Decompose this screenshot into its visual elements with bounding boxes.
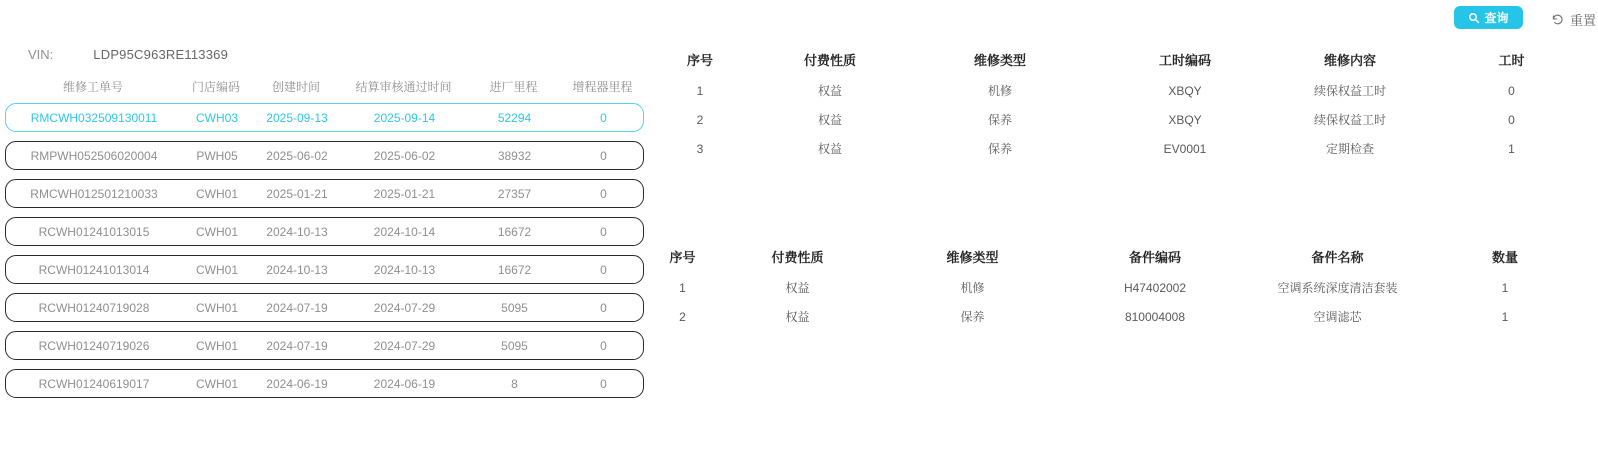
work-order-row[interactable] <box>5 141 644 170</box>
vin-label: VIN: <box>28 47 54 62</box>
column-header-extender-mileage: 增程器里程 <box>572 79 633 94</box>
pay-type: 权益 <box>785 281 810 295</box>
column-header-index: 序号 <box>669 249 696 265</box>
index: 2 <box>679 309 686 324</box>
create-time: 2024-06-19 <box>266 376 328 391</box>
extender-mileage: 0 <box>600 224 607 239</box>
labor-hours: 0 <box>1508 112 1515 127</box>
order-no: RCWH01240719026 <box>38 338 150 353</box>
column-header-quantity: 数量 <box>1491 249 1518 265</box>
vin-row <box>28 47 228 62</box>
work-order-row[interactable] <box>5 179 644 208</box>
pay-type: 权益 <box>817 113 842 127</box>
reset-button-label: 重置 <box>1570 13 1597 28</box>
column-header-store-code: 门店编码 <box>191 79 240 94</box>
reset-button[interactable] <box>1551 10 1596 29</box>
pay-type: 权益 <box>817 84 842 98</box>
mileage-in: 16672 <box>497 262 532 277</box>
column-header-pay-type: 付费性质 <box>803 52 856 68</box>
extender-mileage: 0 <box>600 300 607 315</box>
labor-items-table <box>645 48 1598 163</box>
part-name: 空调系统深度清洁套装 <box>1277 281 1398 295</box>
mileage-in: 8 <box>511 376 518 391</box>
order-no: RMPWH052506020004 <box>30 148 158 163</box>
order-no: RCWH01241013014 <box>38 262 150 277</box>
work-order-row[interactable] <box>5 331 644 360</box>
work-order-row[interactable] <box>5 255 644 284</box>
settle-time: 2024-07-29 <box>373 338 436 353</box>
store-code: CWH03 <box>195 110 238 125</box>
column-header-order-no: 维修工单号 <box>62 79 123 94</box>
index: 1 <box>679 280 686 295</box>
extender-mileage: 0 <box>600 186 607 201</box>
work-order-row[interactable] <box>5 217 644 246</box>
settle-time: 2025-06-02 <box>373 148 436 163</box>
part-code: 810004008 <box>1124 309 1186 324</box>
reset-icon <box>1551 13 1564 26</box>
pay-type: 权益 <box>785 310 810 324</box>
search-icon <box>1468 12 1480 24</box>
index: 3 <box>696 141 704 156</box>
repair-content: 定期检查 <box>1325 142 1374 156</box>
create-time: 2025-01-21 <box>266 186 328 201</box>
column-header-repair-content: 维修内容 <box>1323 52 1376 68</box>
column-header-part-name: 备件名称 <box>1311 249 1364 265</box>
extender-mileage: 0 <box>600 338 607 353</box>
settle-time: 2024-10-13 <box>373 262 436 277</box>
pay-type: 权益 <box>817 142 842 156</box>
query-button[interactable] <box>1454 6 1523 29</box>
extender-mileage: 0 <box>600 376 607 391</box>
index: 2 <box>696 112 704 127</box>
settle-time: 2024-10-14 <box>373 224 436 239</box>
mileage-in: 5095 <box>501 300 528 315</box>
column-header-repair-type: 维修类型 <box>946 249 999 265</box>
column-header-part-code: 备件编码 <box>1128 249 1181 265</box>
column-header-settle-time: 结算审核通过时间 <box>355 79 452 94</box>
part-code: H47402002 <box>1123 280 1187 295</box>
order-no: RCWH01240619017 <box>38 376 150 391</box>
create-time: 2024-07-19 <box>266 338 328 353</box>
settle-time: 2024-07-29 <box>373 300 436 315</box>
repair-type: 机修 <box>960 281 985 295</box>
column-header-labor-code: 工时编码 <box>1158 52 1211 68</box>
settle-time: 2025-09-14 <box>373 110 436 125</box>
parts-row <box>645 302 1575 331</box>
order-no: RMCWH032509130011 <box>30 110 158 125</box>
mileage-in: 16672 <box>497 224 532 239</box>
index: 1 <box>696 83 704 98</box>
store-code: PWH05 <box>196 148 238 163</box>
repair-type: 保养 <box>987 142 1012 156</box>
quantity: 1 <box>1501 280 1509 295</box>
work-order-list <box>5 76 644 407</box>
create-time: 2024-07-19 <box>266 300 328 315</box>
store-code: CWH01 <box>195 338 238 353</box>
extender-mileage: 0 <box>600 262 607 277</box>
create-time: 2025-06-02 <box>266 148 328 163</box>
create-time: 2024-10-13 <box>266 262 328 277</box>
quantity: 1 <box>1501 309 1509 324</box>
labor-row <box>645 76 1598 105</box>
labor-code: XBQY <box>1168 83 1202 98</box>
create-time: 2025-09-13 <box>266 110 328 125</box>
parts-table <box>645 245 1575 331</box>
mileage-in: 52294 <box>497 110 532 125</box>
column-header-pay-type: 付费性质 <box>771 249 824 265</box>
work-order-row[interactable] <box>5 293 644 322</box>
order-no: RMCWH012501210033 <box>30 186 158 201</box>
column-header-mileage-in: 进厂里程 <box>489 79 538 94</box>
column-header-index: 序号 <box>686 52 713 68</box>
settle-time: 2024-06-19 <box>373 376 436 391</box>
labor-row <box>645 105 1598 134</box>
labor-code: XBQY <box>1168 112 1202 127</box>
settle-time: 2025-01-21 <box>373 186 436 201</box>
labor-hours: 1 <box>1508 141 1515 156</box>
vin-value: LDP95C963RE113369 <box>93 47 228 62</box>
labor-code: EV0001 <box>1163 141 1207 156</box>
repair-content: 续保权益工时 <box>1313 113 1386 127</box>
labor-row <box>645 134 1598 163</box>
part-name: 空调滤芯 <box>1313 310 1362 324</box>
repair-type: 保养 <box>987 113 1012 127</box>
column-header-labor-hours: 工时 <box>1498 52 1525 68</box>
repair-type: 机修 <box>987 84 1012 98</box>
work-order-row[interactable] <box>5 369 644 398</box>
order-no: RCWH01241013015 <box>38 224 150 239</box>
extender-mileage: 0 <box>600 110 607 125</box>
mileage-in: 27357 <box>497 186 532 201</box>
work-order-row-selected[interactable] <box>5 103 644 132</box>
repair-type: 保养 <box>960 310 985 324</box>
repair-content: 续保权益工时 <box>1313 84 1386 98</box>
parts-header-row <box>645 245 1575 267</box>
parts-row <box>645 273 1575 302</box>
create-time: 2024-10-13 <box>266 224 328 239</box>
store-code: CWH01 <box>195 376 238 391</box>
mileage-in: 5095 <box>501 338 528 353</box>
store-code: CWH01 <box>195 262 238 277</box>
column-header-create-time: 创建时间 <box>271 79 320 94</box>
column-header-repair-type: 维修类型 <box>973 52 1026 68</box>
query-button-label: 查询 <box>1484 11 1509 25</box>
work-order-header-row <box>5 76 644 96</box>
order-no: RCWH01240719028 <box>38 300 150 315</box>
store-code: CWH01 <box>195 186 238 201</box>
store-code: CWH01 <box>195 300 238 315</box>
labor-header-row <box>645 48 1598 70</box>
store-code: CWH01 <box>195 224 238 239</box>
labor-hours: 0 <box>1508 83 1515 98</box>
extender-mileage: 0 <box>600 148 607 163</box>
mileage-in: 38932 <box>497 148 532 163</box>
